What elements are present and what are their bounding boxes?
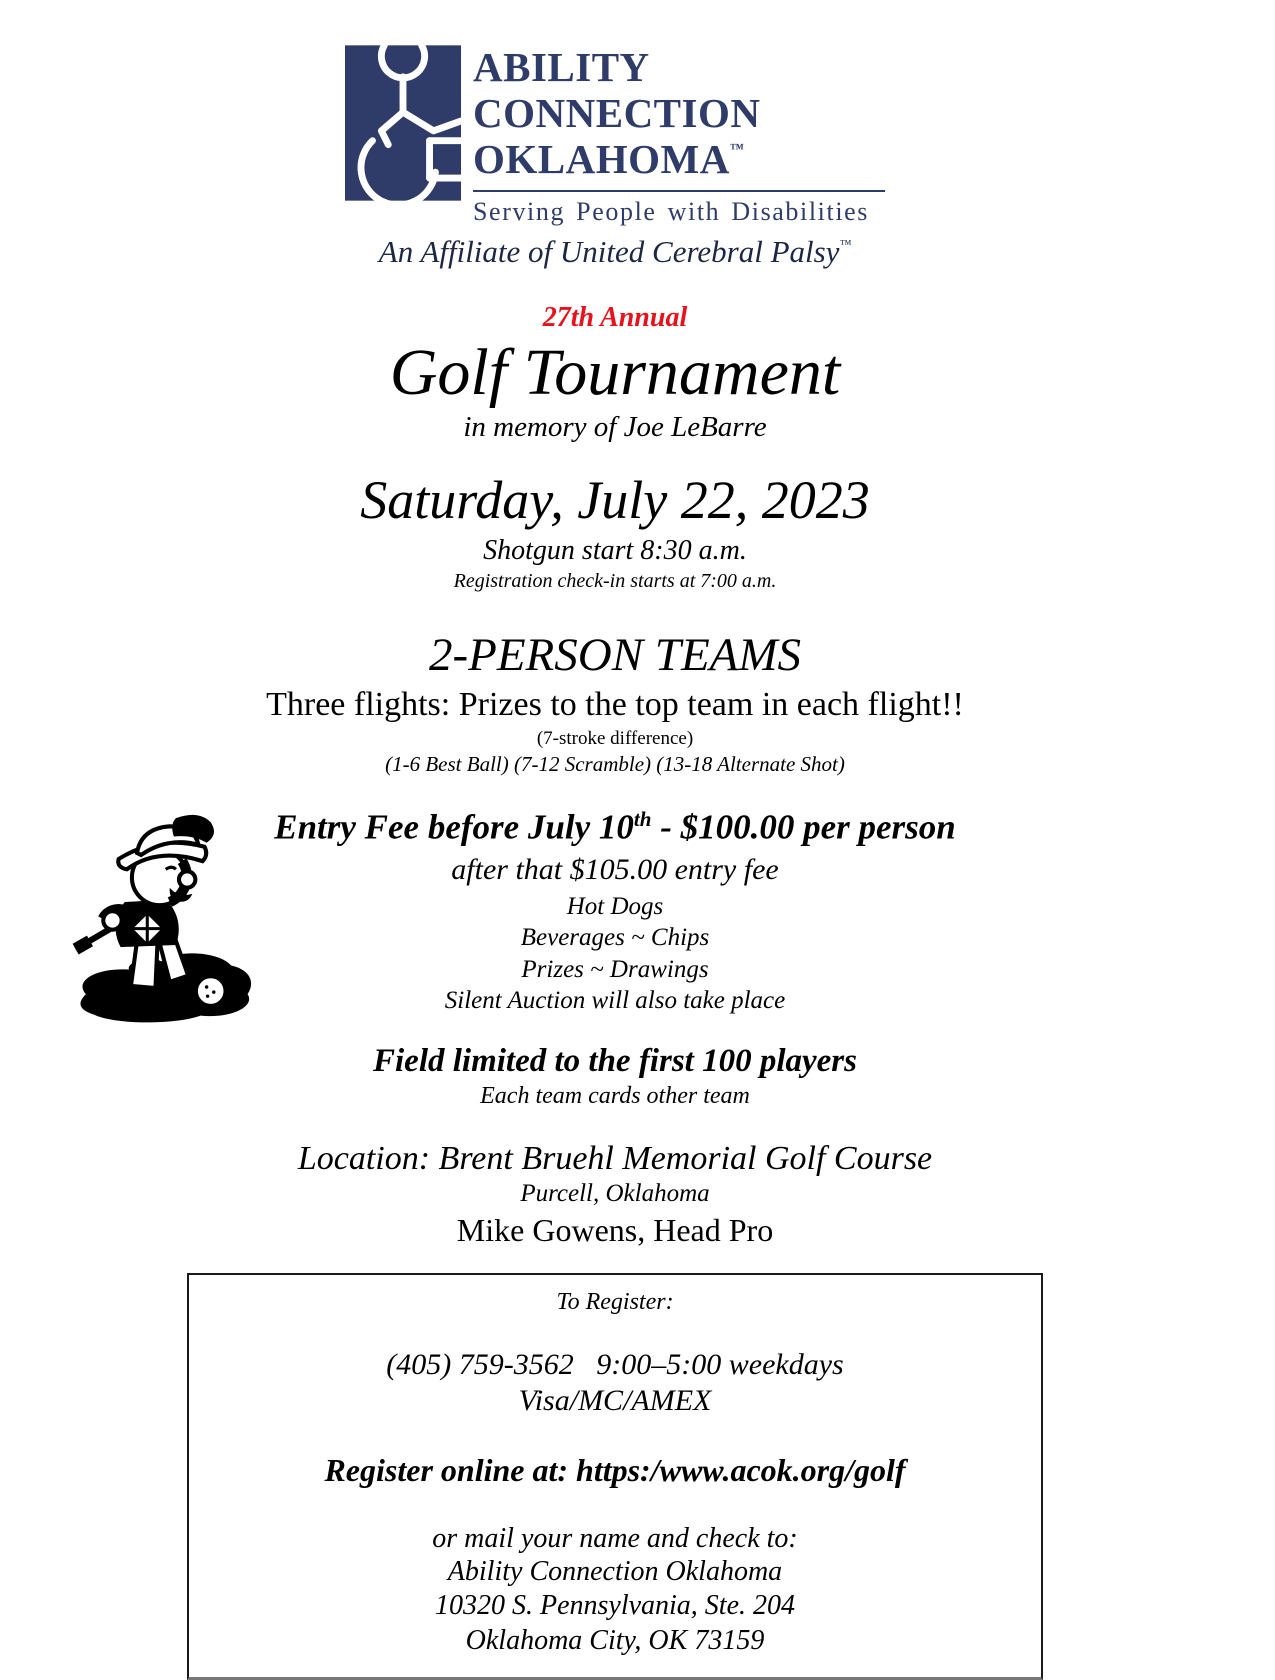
logo-line-3: OKLAHOMA™ [473,135,745,182]
annual-label: 27th Annual [542,301,688,333]
affiliate-line: An Affiliate of United Cerebral Palsy™ [378,233,852,269]
wheelchair-figure-icon [345,45,461,206]
team-cards-line: Each team cards other team [480,1082,750,1109]
mail-street-line: 10320 S. Pennsylvania, Ste. 204 [434,1590,796,1622]
location-city: Purcell, Oklahoma [520,1179,710,1207]
stroke-difference-note: (7-stroke difference) [536,728,694,750]
registration-checkin-line: Registration check-in starts at 7:00 a.m. [453,569,777,592]
shotgun-start-line: Shotgun start 8:30 a.m. [483,534,747,566]
register-phone-line: (405) 759-3562 9:00–5:00 weekdays [386,1347,844,1381]
register-online-line: Register online at: https:/www.acok.org/golf [324,1451,906,1488]
teams-heading: 2-PERSON TEAMS [428,628,802,681]
perk-item: Prizes ~ Drawings [521,955,709,983]
register-heading: To Register: [556,1288,674,1315]
entry-fee-line: Entry Fee before July 10th - $100.00 per person [274,807,956,847]
logo-wordmark [473,45,885,227]
affiliate-trademark: ™ [839,236,852,251]
event-date: Saturday, July 22, 2023 [360,470,870,531]
head-pro-line: Mike Gowens, Head Pro [456,1211,774,1248]
logo-divider [473,190,885,192]
entry-fee-superscript: th [633,807,652,832]
perk-item: Beverages ~ Chips [520,924,710,952]
logo-line-1: ABILITY [473,44,650,90]
after-fee-line: after that $105.00 entry fee [451,852,779,886]
perk-item: Hot Dogs [566,892,664,920]
logo-block [0,45,1230,227]
mail-name-line: Ability Connection Oklahoma [447,1555,783,1587]
golfer-swinging-clipart [55,812,260,1037]
accepted-cards-line: Visa/MC/AMEX [518,1383,712,1417]
field-limit-line: Field limited to the first 100 players [373,1042,857,1079]
register-box [187,1273,1043,1680]
event-title: Golf Tournament [389,335,841,409]
logo-trademark: ™ [729,141,745,157]
flights-line: Three flights: Prizes to the top team in each flight!! [266,686,964,724]
logo-tagline: Serving People with Disabilities [473,196,870,226]
mail-city-line: Oklahoma City, OK 73159 [465,1625,765,1657]
mail-intro-line: or mail your name and check to: [432,1522,798,1554]
location-line: Location: Brent Bruehl Memorial Golf Course [297,1139,933,1177]
logo-line-2: CONNECTION [473,89,761,136]
memory-line: in memory of Joe LeBarre [463,411,767,444]
flight-formats-note: (1-6 Best Ball) (7-12 Scramble) (13-18 Alternate Shot) [385,752,845,777]
perk-item: Silent Auction will also take place [444,987,786,1015]
